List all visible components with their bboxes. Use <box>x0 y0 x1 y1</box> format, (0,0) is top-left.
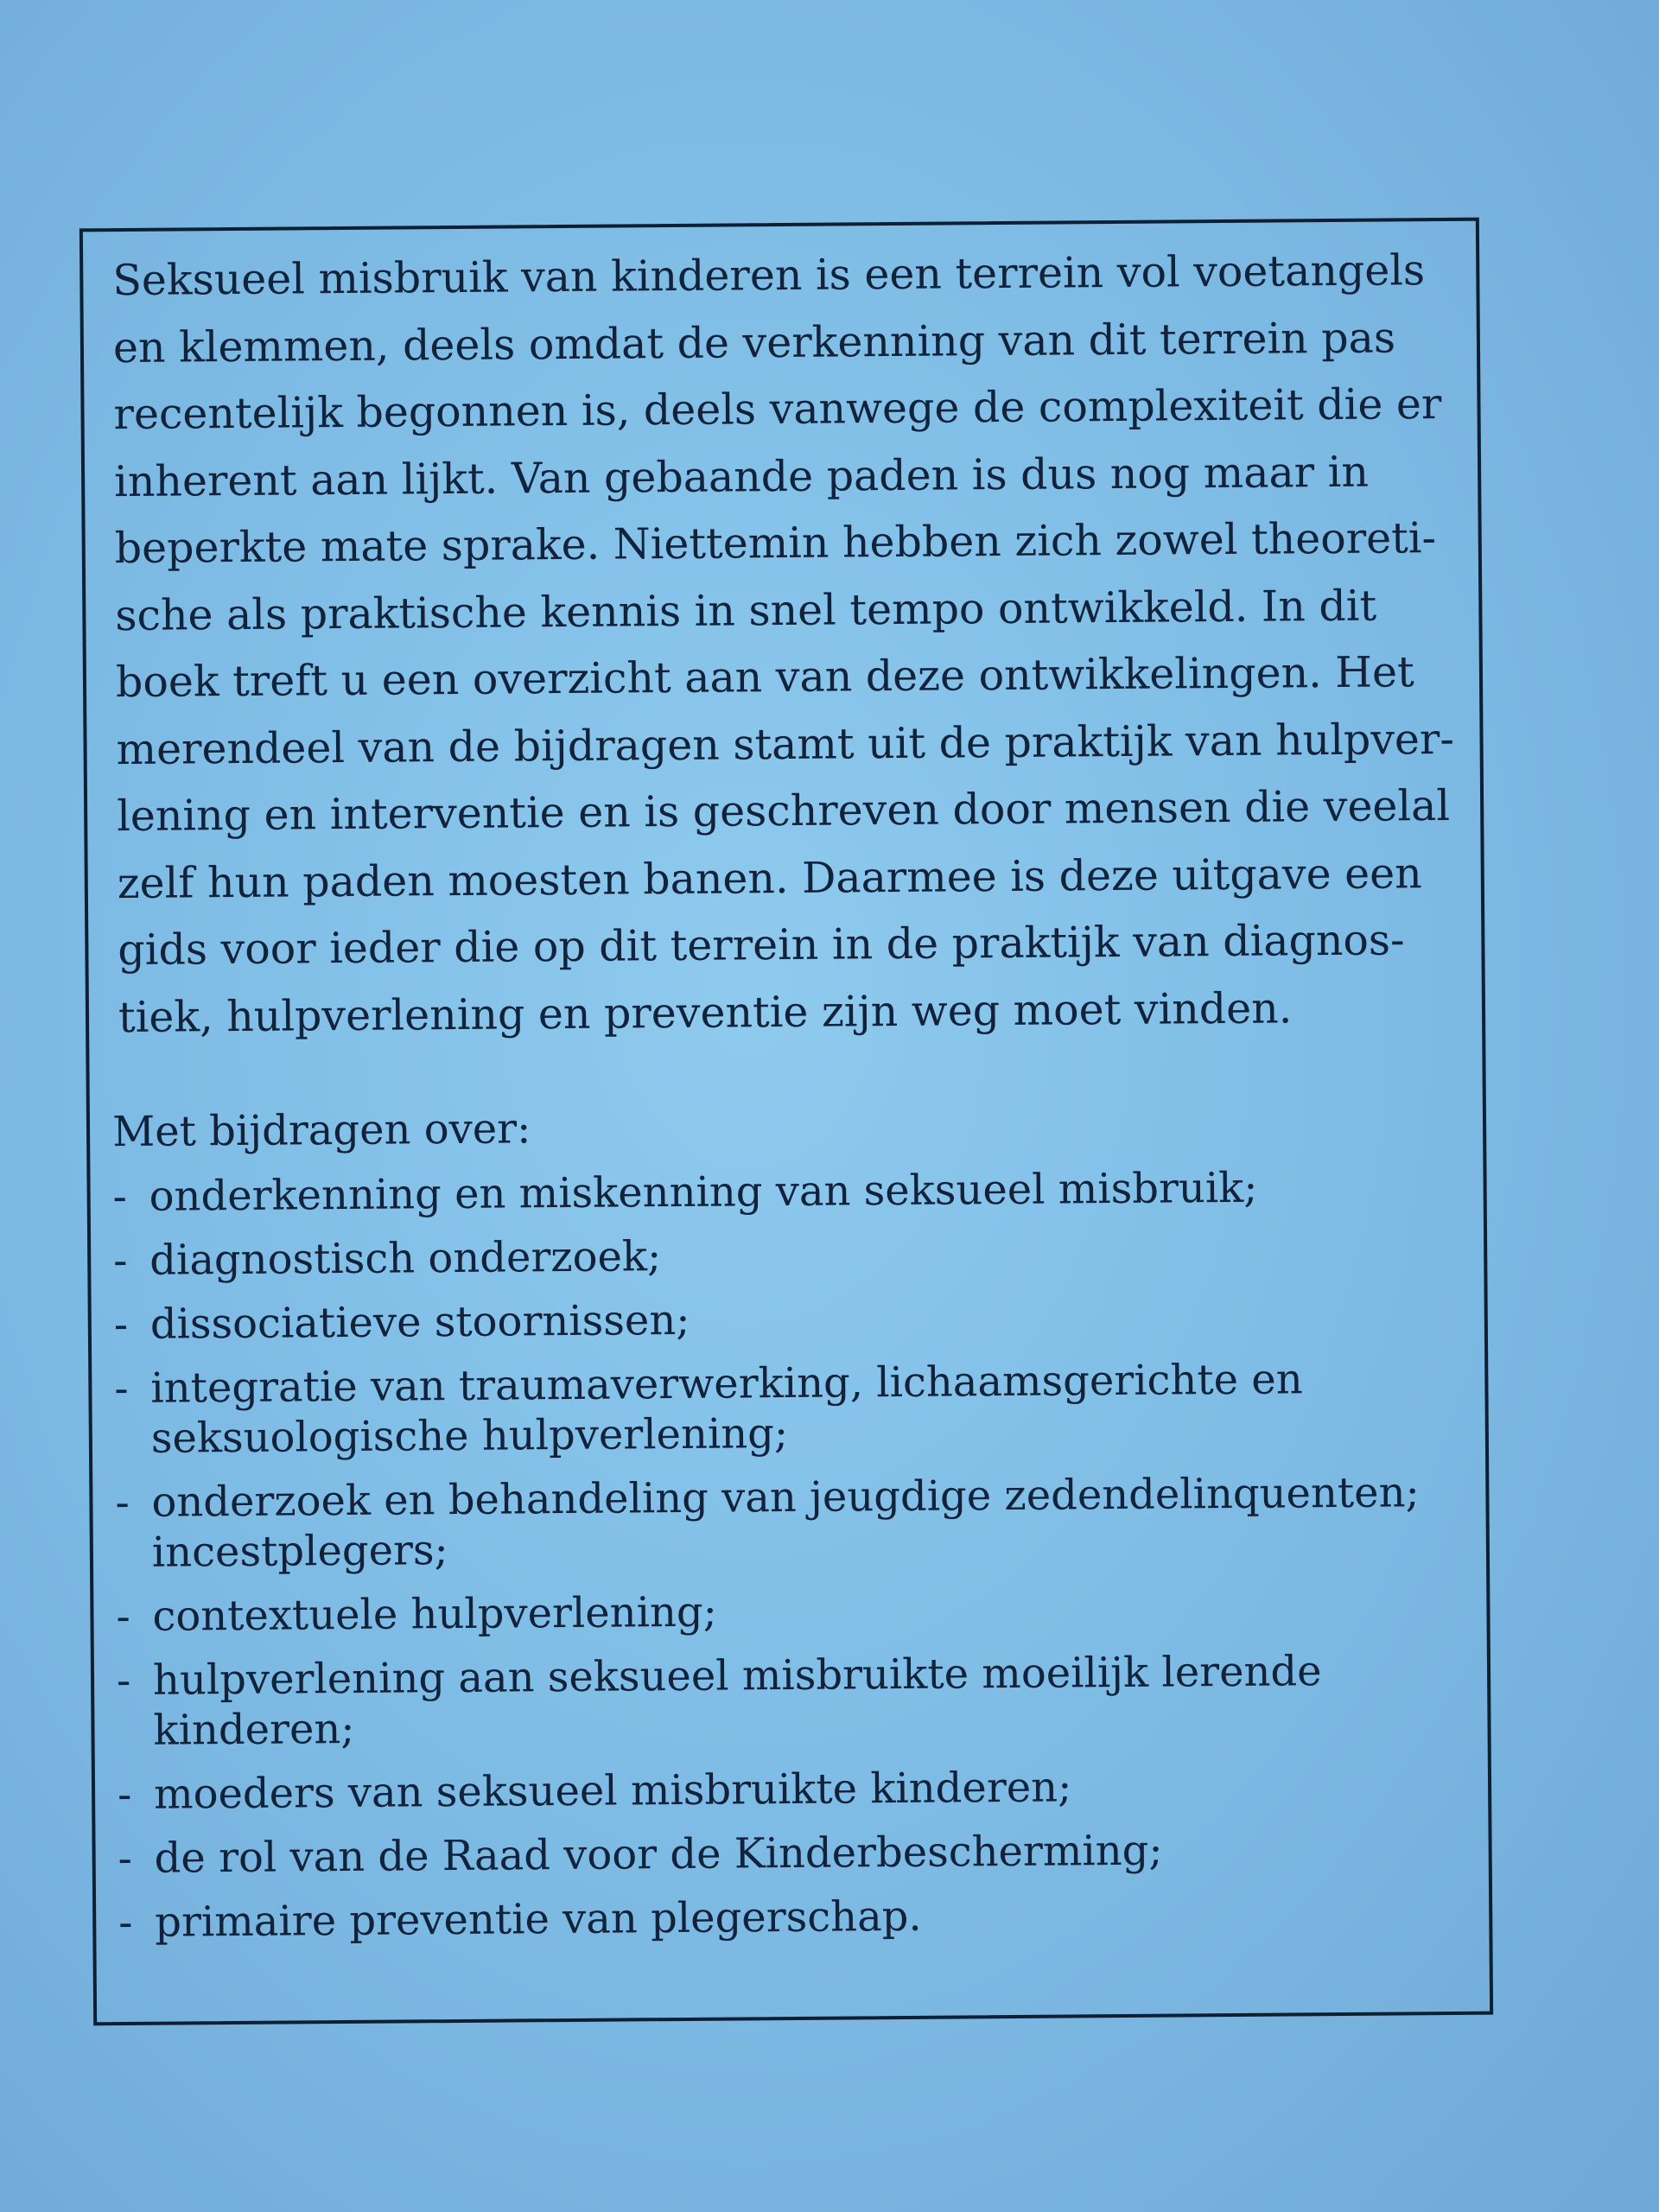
list-item-text: de rol van de Raad voor de Kinderbescherming; <box>154 1826 1163 1883</box>
blurb-line: recentelijk begonnen is, deels vanwege de complexiteit die er <box>113 379 1442 440</box>
contributions-heading: Met bijdragen over: <box>111 1104 531 1157</box>
list-item-text: dissociatieve stoornissen; <box>149 1295 690 1349</box>
list-item-text: contextuele hulpverlening; <box>152 1587 717 1641</box>
blurb-line: gids voor ieder die op dit terrein in de praktijk van diagnos- <box>118 915 1405 976</box>
framed-text-box <box>79 218 1493 2026</box>
list-item <box>114 1289 1462 1350</box>
dash-bullet: - <box>116 1656 131 1706</box>
blurb-line: lening en interventie en is geschreven door mensen die veelal <box>116 780 1451 842</box>
list-item-text: moeders van seksueel misbruikte kinderen; <box>153 1763 1072 1819</box>
blurb-paragraph <box>112 237 1466 1051</box>
blurb-line: en klemmen, deels omdat de verkenning van dit terrein pas <box>112 312 1396 372</box>
list-item <box>118 1759 1465 1820</box>
dash-bullet: - <box>116 1592 130 1642</box>
topic-list <box>112 1161 1466 1948</box>
blurb-line: merendeel van de bijdragen stamt uit de praktijk van hulpver- <box>116 714 1455 774</box>
dash-bullet: - <box>114 1363 129 1414</box>
dash-bullet: - <box>112 1172 128 1222</box>
list-item-text: primaire preventie van plegerschap. <box>155 1891 922 1947</box>
list-item <box>114 1353 1463 1464</box>
dash-bullet: - <box>117 1770 132 1820</box>
blurb-line: zelf hun paden moesten banen. Daarmee is deze uitgave een <box>117 848 1422 908</box>
list-item-text: hulpverlening aan seksueel misbruikte moeilijk lerende kinderen; <box>152 1647 1322 1755</box>
contributions-section <box>112 1094 1467 1961</box>
list-item <box>113 1225 1461 1286</box>
list-item <box>112 1161 1460 1222</box>
dash-bullet: - <box>113 1300 129 1350</box>
blurb-line: tiek, hulpverlening en preventie zijn weg moet vinden. <box>118 982 1293 1042</box>
blurb-line: sche als praktische kennis in snel tempo ontwikkeld. In dit <box>115 581 1377 640</box>
list-item-text: onderzoek en behandeling van jeugdige zedendelinquenten; incestplegers; <box>151 1468 1420 1577</box>
blurb-line: boek treft u een overzicht aan van deze ontwikkelingen. Het <box>115 647 1414 708</box>
dash-bullet: - <box>118 1834 133 1884</box>
list-item <box>117 1645 1465 1756</box>
dash-bullet: - <box>113 1236 128 1286</box>
list-item <box>115 1467 1464 1578</box>
list-item <box>116 1581 1464 1642</box>
dash-bullet: - <box>118 1897 133 1948</box>
list-item-text: integratie van traumaverwerking, lichaamsgerichte en seksuologische hulpverlening; <box>150 1355 1303 1463</box>
blurb-line: inherent aan lijkt. Van gebaande paden is dus nog maar in <box>113 447 1370 506</box>
list-item-text: onderkenning en miskenning van seksueel misbruik; <box>149 1163 1258 1221</box>
list-item <box>118 1823 1465 1884</box>
blurb-line: Seksueel misbruik van kinderen is een terrein vol voetangels <box>112 245 1426 306</box>
dash-bullet: - <box>115 1478 130 1528</box>
list-item-text: diagnostisch onderzoek; <box>149 1232 662 1285</box>
list-item <box>118 1887 1466 1948</box>
blurb-line: beperkte mate sprake. Niettemin hebben zich zowel theoreti- <box>114 513 1437 574</box>
